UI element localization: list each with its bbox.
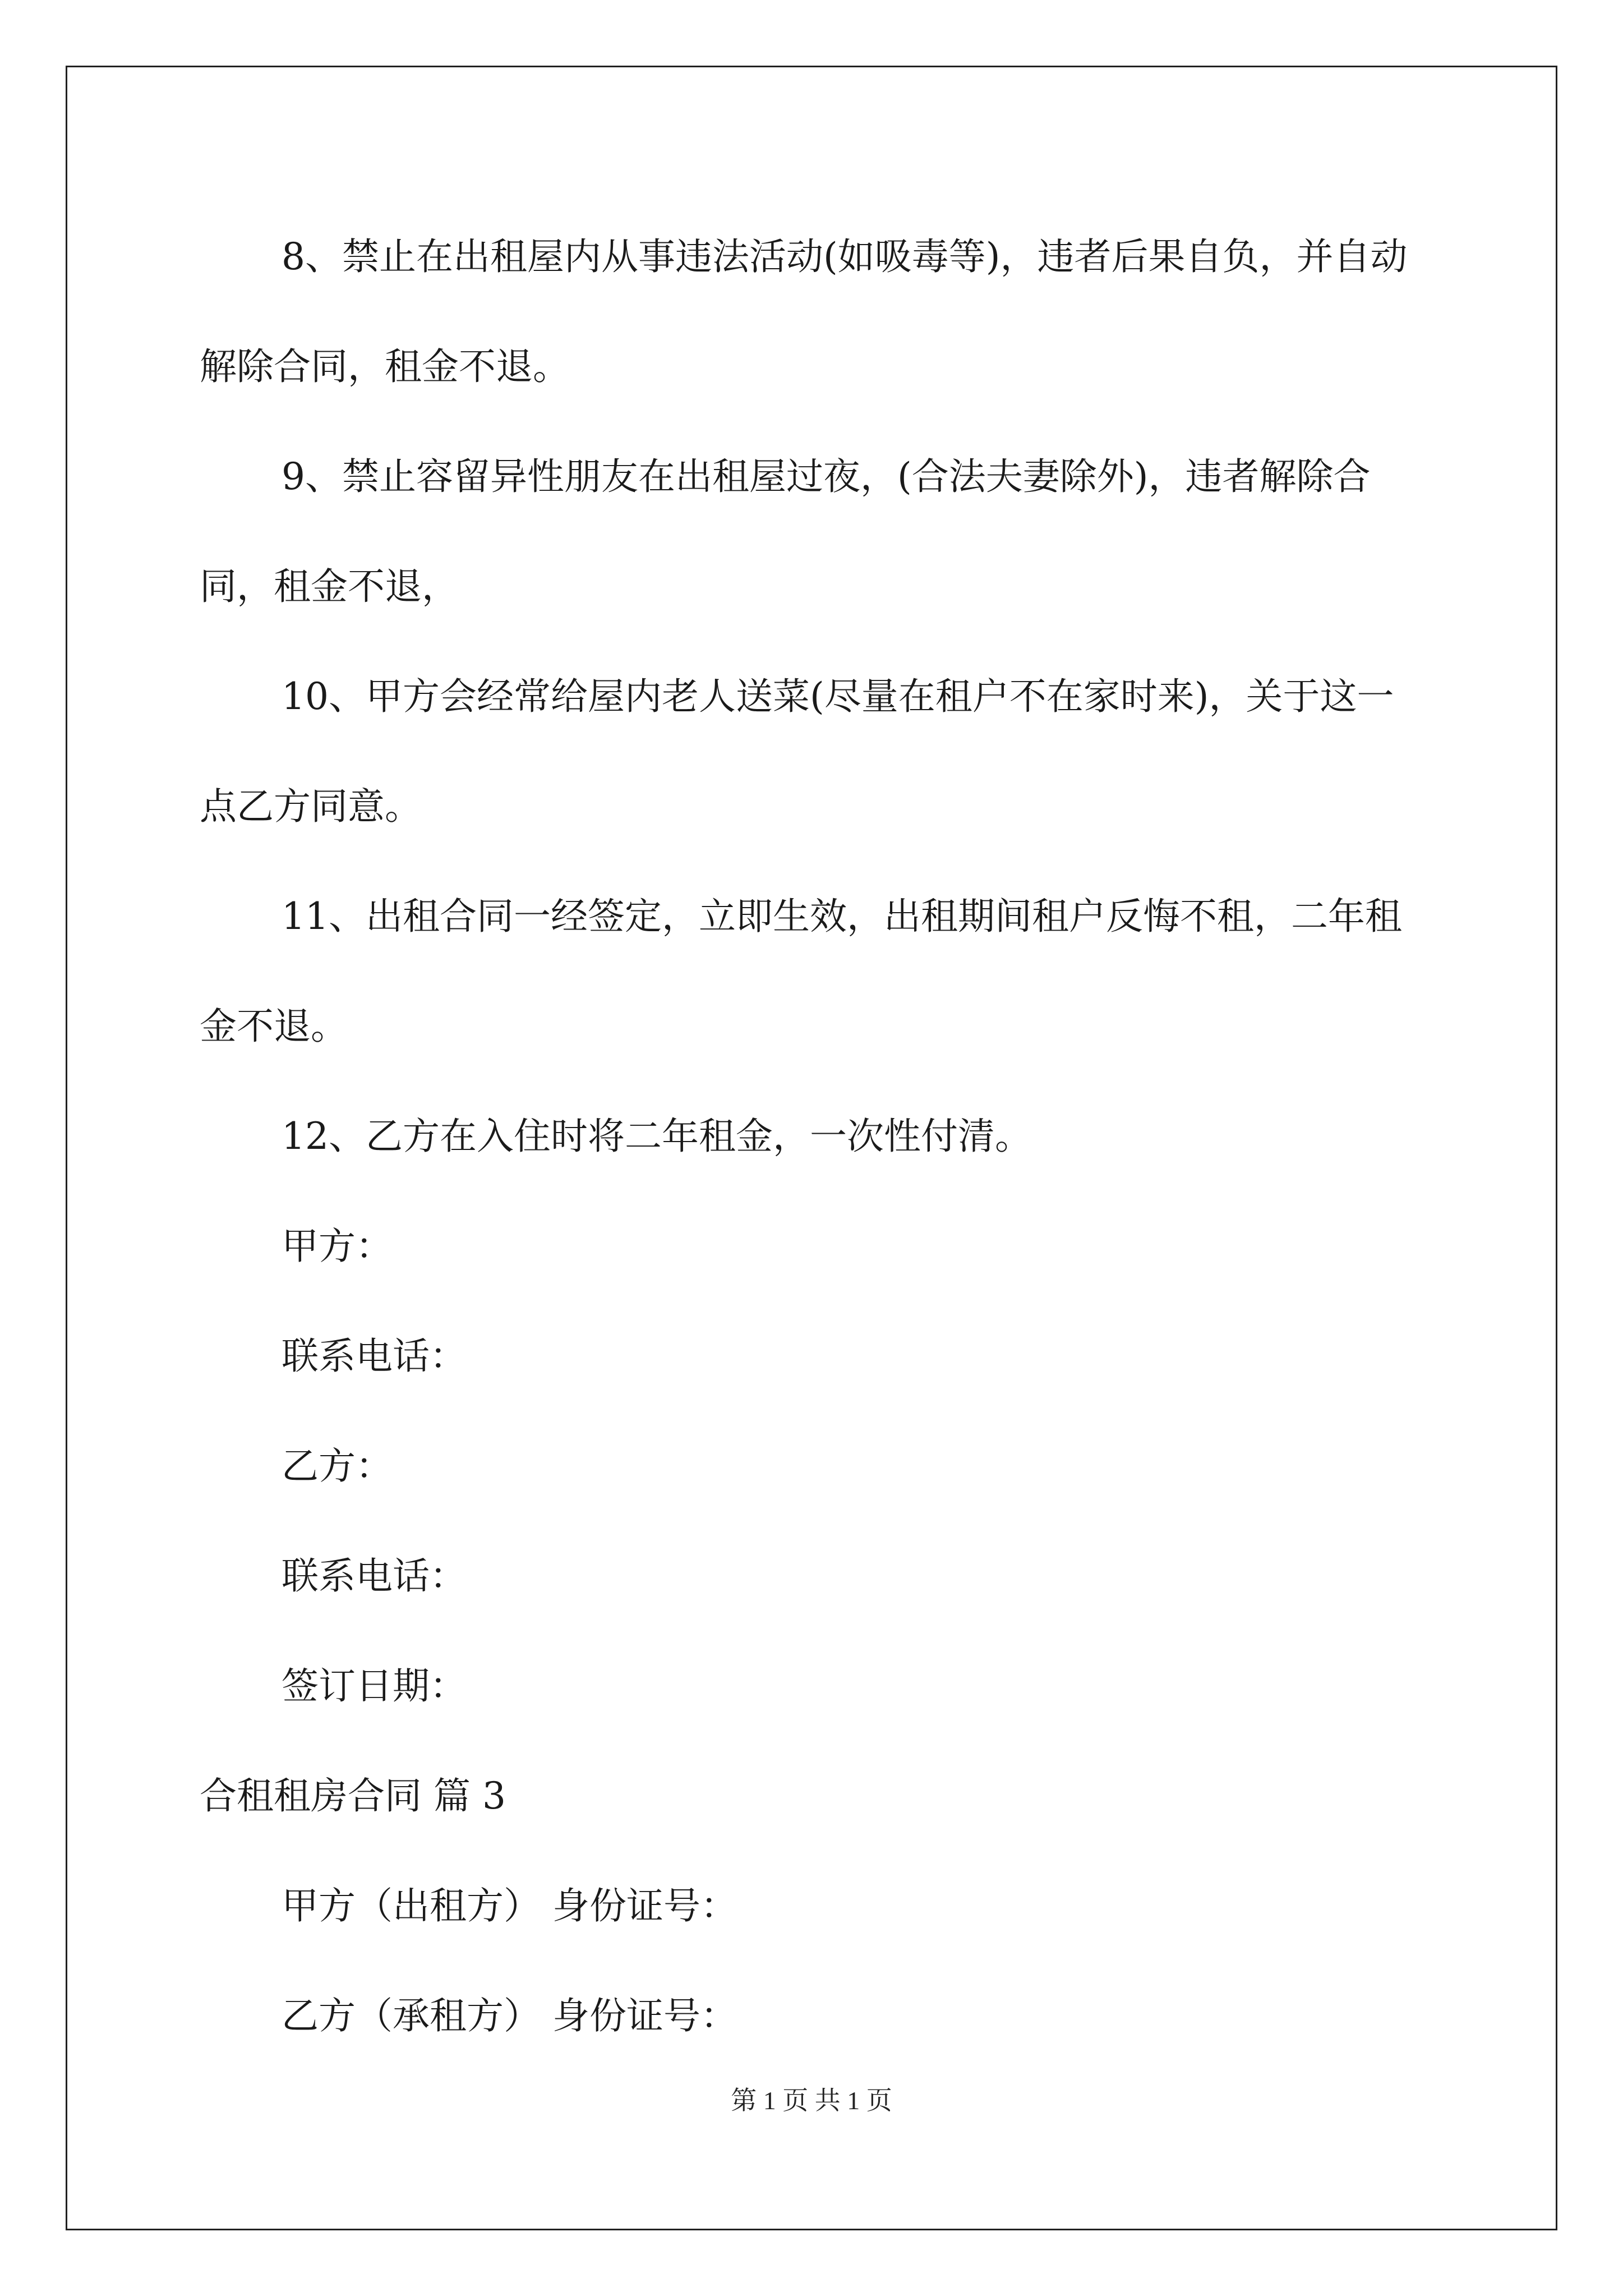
document-body — [200, 202, 1422, 2071]
party-b-label: 乙方： — [282, 1444, 393, 1488]
party-a-phone-label: 联系电话： — [282, 1335, 467, 1378]
section-heading: 合租租房合同 篇 3 — [200, 1774, 506, 1818]
party-a-label: 甲方： — [282, 1225, 393, 1268]
clause-10: 10、甲方会经常给屋内老人送菜(尽量在租户不在家时来)，关于这一点乙方同意。 — [200, 675, 1394, 828]
page-footer: 第 1 页 共 1 页 — [731, 2086, 892, 2115]
clause-9: 9、禁止容留异性朋友在出租屋过夜，(合法夫妻除外)，违者解除合同，租金不退， — [200, 455, 1371, 608]
clause-11: 11、出租合同一经签定，立即生效，出租期间租户反悔不租，二年租金不退。 — [200, 895, 1402, 1048]
lessee-id-line: 乙方（承租方） 身份证号： — [282, 1994, 737, 2037]
clause-12: 12、乙方在入住时将二年租金，一次性付清。 — [282, 1115, 1032, 1158]
sign-date-label: 签订日期： — [282, 1664, 467, 1708]
clause-8: 8、禁止在出租屋内从事违法活动(如吸毒等)，违者后果自负，并自动解除合同，租金不退。 — [200, 235, 1408, 388]
lessor-id-line: 甲方（出租方） 身份证号： — [282, 1884, 737, 1927]
party-b-phone-label: 联系电话： — [282, 1554, 467, 1598]
